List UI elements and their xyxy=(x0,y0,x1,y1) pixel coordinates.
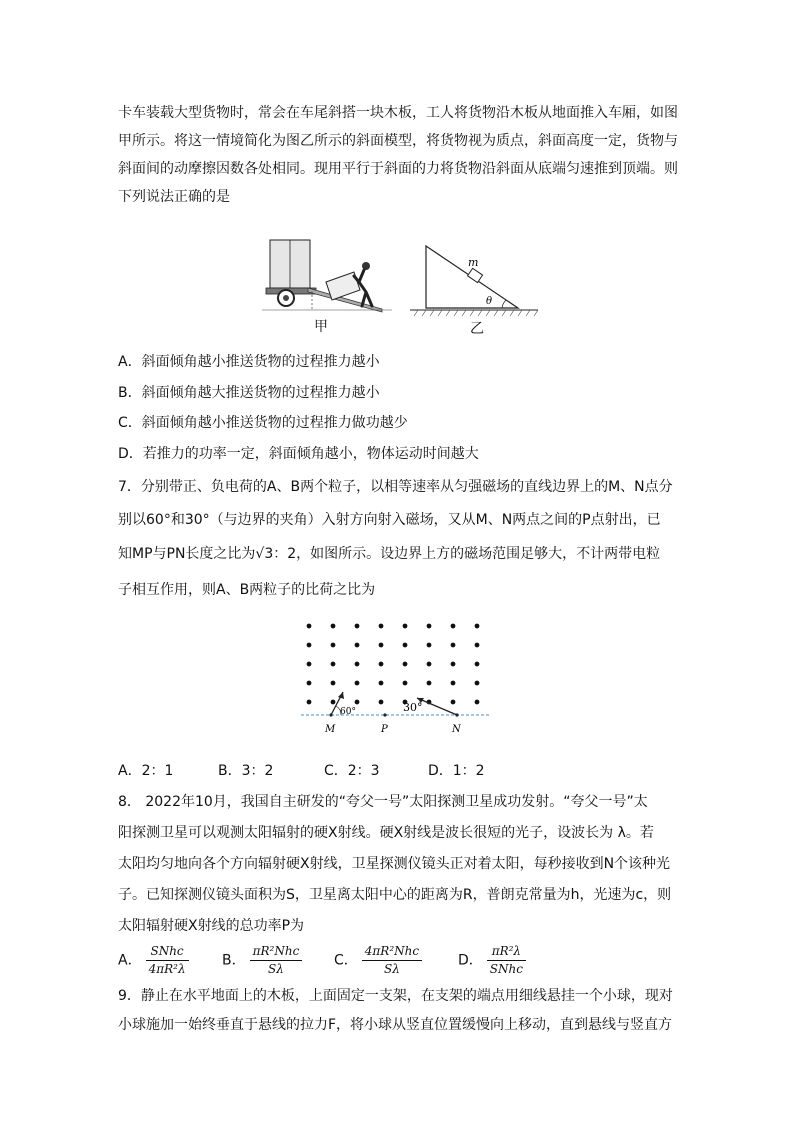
q6-option-a: A．斜面倾角越小推送货物的过程推力越小 xyxy=(118,354,380,370)
q8-option-a-fraction xyxy=(146,944,189,977)
q8-option-b-numerator: πR²Nhc xyxy=(250,944,303,961)
ground-hatch xyxy=(414,310,538,316)
fig-label-jia: 甲 xyxy=(314,319,328,335)
field-dot xyxy=(331,681,336,686)
q8-option-b-fraction xyxy=(250,944,303,977)
fig-label-yi: 乙 xyxy=(470,321,484,337)
field-dot xyxy=(307,662,312,667)
field-dot xyxy=(427,662,432,667)
q8-option-b-letter: B． xyxy=(222,952,246,969)
q6-option-b: B．斜面倾角越大推送货物的过程推力越小 xyxy=(118,385,380,401)
field-dot xyxy=(451,662,456,667)
field-dot xyxy=(379,700,384,705)
q6-stem-line-1: 卡车装载大型货物时，常会在车尾斜搭一块木板，工人将货物沿木板从地面推入车厢，如图 xyxy=(118,105,678,121)
q6-option-c: C．斜面倾角越小推送货物的过程推力做功越少 xyxy=(118,415,408,431)
q8-option-c xyxy=(334,944,426,977)
field-dot xyxy=(451,700,456,705)
field-dot xyxy=(379,643,384,648)
field-dot xyxy=(331,662,336,667)
field-dot xyxy=(355,624,360,629)
field-dot xyxy=(331,624,336,629)
field-dot xyxy=(307,624,312,629)
q8-stem-line-4: 子。已知探测仪镜头面积为S，卫星离太阳中心的距离为R，普朗克常量为h，光速为c，则 xyxy=(118,887,672,903)
point-n-label: N xyxy=(452,724,461,735)
q9-stem-line-1: 9．静止在水平地面上的木板，上面固定一支架，在支架的端点用细线悬挂一个小球，现对 xyxy=(118,988,673,1004)
field-dot xyxy=(355,681,360,686)
field-dot xyxy=(307,643,312,648)
field-dot xyxy=(307,700,312,705)
field-dot xyxy=(403,662,408,667)
field-dot xyxy=(427,681,432,686)
q7-stem-line-3: 知MP与PN长度之比为√3：2，如图所示。设边界上方的磁场范围足够大，不计两带电粒 xyxy=(118,546,661,562)
field-dots xyxy=(307,624,480,705)
q8-option-a-letter: A． xyxy=(118,952,142,969)
q7-option-b: B．3：2 xyxy=(218,763,274,779)
field-dot xyxy=(475,681,480,686)
q7-stem-line-2: 别以60°和30°（与边界的夹角）入射方向射入磁场，又从M、N两点之间的P点射出，已 xyxy=(118,512,661,528)
field-dot xyxy=(355,700,360,705)
q7-option-a: A．2：1 xyxy=(118,763,174,779)
angle-theta-label: θ xyxy=(486,296,493,307)
field-dot xyxy=(475,624,480,629)
q6-stem-line-3: 斜面间的动摩擦因数各处相同。现用平行于斜面的力将货物沿斜面从底端匀速推到顶端。则 xyxy=(118,161,678,177)
field-dot xyxy=(403,643,408,648)
angle-30-label: 30° xyxy=(403,701,423,714)
q8-option-a-numerator: SNhc xyxy=(146,944,189,961)
field-dot xyxy=(451,681,456,686)
field-dot xyxy=(427,643,432,648)
q8-option-d-numerator: πR²λ xyxy=(487,944,526,961)
field-dot xyxy=(379,681,384,686)
q8-option-c-letter: C． xyxy=(334,952,358,969)
q8-stem-line-5: 太阳辐射硬X射线的总功率P为 xyxy=(118,918,305,934)
field-dot xyxy=(475,700,480,705)
q8-stem-line-3: 太阳均匀地向各个方向辐射硬X射线，卫星探测仪镜头正对着太阳，每秒接收到N个该种光 xyxy=(118,856,671,872)
magnetic-field-figure xyxy=(295,614,495,739)
q8-option-d-denominator: SNhc xyxy=(489,962,523,976)
q8-option-c-numerator: 4πR²Nhc xyxy=(362,944,422,961)
q7-option-d: D．1：2 xyxy=(428,763,485,779)
field-dot xyxy=(355,643,360,648)
q7-stem-line-1: 7．分别带正、负电荷的A、B两个粒子，以相等速率从匀强磁场的直线边界上的M、N点分 xyxy=(118,479,673,495)
q6-option-d: D．若推力的功率一定，斜面倾角越小，物体运动时间越大 xyxy=(118,446,479,462)
field-dot xyxy=(451,624,456,629)
q6-stem-line-4: 下列说法正确的是 xyxy=(118,189,230,205)
mass-label: m xyxy=(468,256,479,269)
q8-option-d-letter: D． xyxy=(458,952,483,969)
field-dot xyxy=(331,700,336,705)
q8-stem-line-1: 8． 2022年10月，我国自主研发的“夸父一号”太阳探测卫星成功发射。“夸父一号”太 xyxy=(118,794,648,810)
angle-60-label: 60° xyxy=(340,707,356,717)
q8-stem-line-2: 阳探测卫星可以观测太阳辐射的硬X射线。硬X射线是波长很短的光子，设波长为 λ。若 xyxy=(118,825,654,841)
point-p-label: P xyxy=(381,724,388,735)
q8-option-c-fraction xyxy=(362,944,422,977)
q8-option-d xyxy=(458,944,530,977)
q9-stem-line-2: 小球施加一始终垂直于悬线的拉力F，将小球从竖直位置缓慢向上移动，直到悬线与竖直方 xyxy=(118,1017,673,1033)
field-dot xyxy=(379,624,384,629)
field-dot xyxy=(331,643,336,648)
field-dot xyxy=(475,643,480,648)
q8-option-d-fraction xyxy=(487,944,526,977)
q8-option-b-denominator: Sλ xyxy=(268,962,284,976)
truck-ramp-figure xyxy=(262,236,392,314)
incline-figure xyxy=(410,238,540,318)
q8-option-b xyxy=(222,944,306,977)
field-dot xyxy=(307,681,312,686)
q6-stem-line-2: 甲所示。将这一情境简化为图乙所示的斜面模型，将货物视为质点，斜面高度一定，货物与 xyxy=(118,133,678,149)
q8-option-a xyxy=(118,944,193,977)
field-dot xyxy=(475,662,480,667)
q7-option-c: C．2：3 xyxy=(324,763,380,779)
point-m-label: M xyxy=(325,724,336,735)
field-dot xyxy=(427,624,432,629)
q7-stem-line-4: 子相互作用，则A、B两粒子的比荷之比为 xyxy=(118,582,376,598)
field-dot xyxy=(403,681,408,686)
field-dot xyxy=(379,662,384,667)
field-dot xyxy=(403,624,408,629)
field-dot xyxy=(451,643,456,648)
field-dot xyxy=(355,662,360,667)
q8-option-c-denominator: Sλ xyxy=(384,962,400,976)
q8-option-a-denominator: 4πR²λ xyxy=(148,962,186,976)
